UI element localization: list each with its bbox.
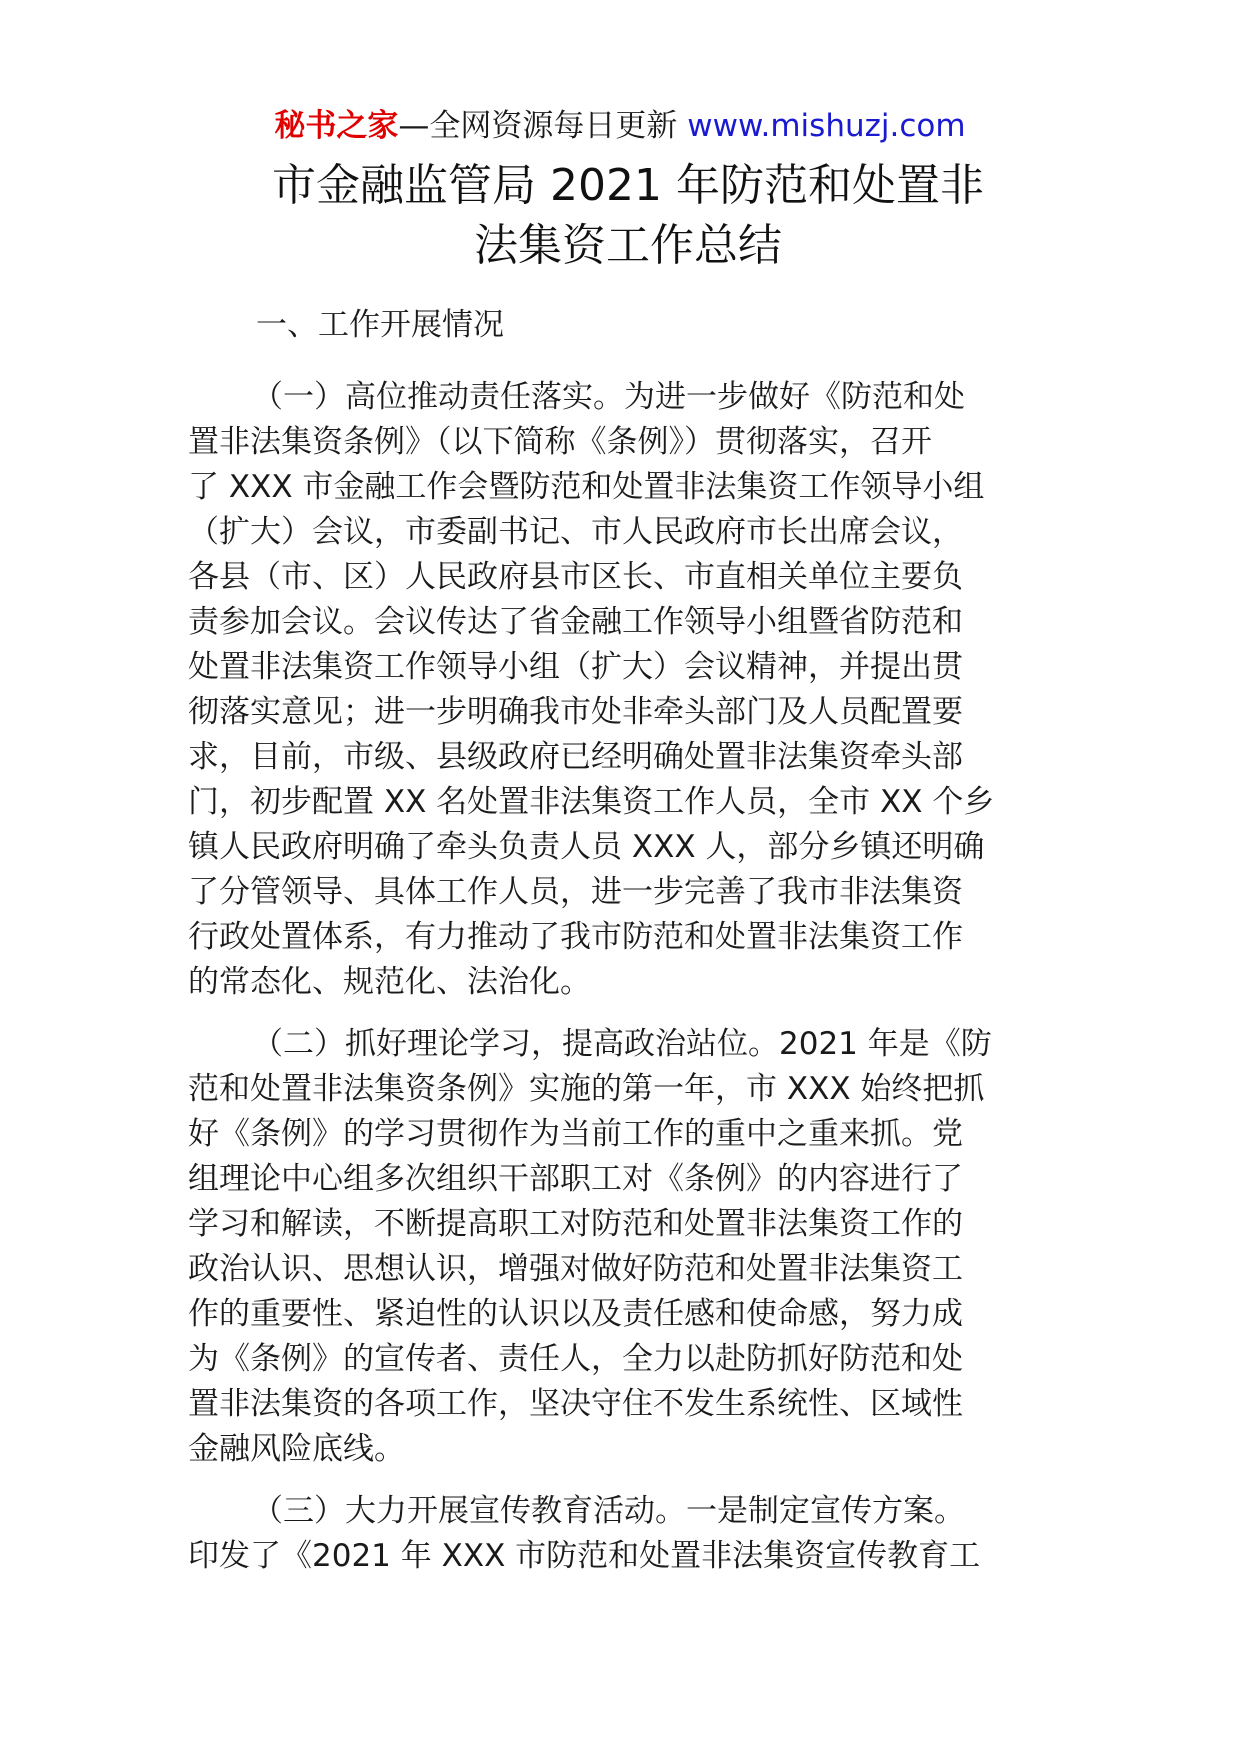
document-title [188, 156, 1068, 276]
paragraph-line: 金融风险底线。 [188, 1431, 405, 1467]
paragraph-line: 的常态化、规范化、法治化。 [188, 964, 591, 1000]
paragraph-line: 范和处置非法集资条例》实施的第一年，市 XXX 始终把抓 [188, 1071, 985, 1107]
paragraph-line: 了分管领导、具体工作人员，进一步完善了我市非法集资 [188, 874, 963, 910]
paragraph-line: （三）大力开展宣传教育活动。一是制定宣传方案。 [252, 1493, 965, 1529]
paragraph-line: 置非法集资的各项工作，坚决守住不发生系统性、区域性 [188, 1386, 963, 1422]
title-line-1: 市金融监管局 2021 年防范和处置非 [272, 160, 984, 211]
paragraph-line: 组理论中心组多次组织干部职工对《条例》的内容进行了 [188, 1161, 963, 1197]
paragraph-line: 为《条例》的宣传者、责任人，全力以赴防抓好防范和处 [188, 1341, 963, 1377]
paragraph-line: 印发了《2021 年 XXX 市防范和处置非法集资宣传教育工 [188, 1538, 981, 1574]
paragraph-line: 镇人民政府明确了牵头负责人员 XXX 人，部分乡镇还明确 [188, 829, 985, 865]
paragraph-line: （一）高位推动责任落实。为进一步做好《防范和处 [252, 379, 965, 415]
paragraph-line: 门，初步配置 XX 名处置非法集资工作人员，全市 XX 个乡 [188, 784, 995, 820]
paragraph-line: 彻落实意见；进一步明确我市处非牵头部门及人员配置要 [188, 694, 963, 730]
paragraph-line: 作的重要性、紧迫性的认识以及责任感和使命感，努力成 [188, 1296, 963, 1332]
paragraph-line: 置非法集资条例》（以下简称《条例》）贯彻落实，召开 [188, 424, 932, 460]
title-line-2: 法集资工作总结 [474, 220, 782, 271]
paragraph-line: （扩大）会议，市委副书记、市人民政府市长出席会议， [188, 514, 963, 550]
paragraph-line: 好《条例》的学习贯彻作为当前工作的重中之重来抓。党 [188, 1116, 963, 1152]
paragraph-line: 学习和解读，不断提高职工对防范和处置非法集资工作的 [188, 1206, 963, 1242]
paragraph-line: （二）抓好理论学习，提高政治站位。2021 年是《防 [252, 1026, 992, 1062]
paragraph-line: 求，目前，市级、县级政府已经明确处置非法集资牵头部 [188, 739, 963, 775]
brand-name: 秘书之家 [274, 108, 399, 144]
paragraph-line: 行政处置体系，有力推动了我市防范和处置非法集资工作 [188, 919, 963, 955]
paragraph-3 [188, 1489, 1048, 1579]
paragraph-1 [188, 375, 1048, 1005]
site-link[interactable]: www.mishuzj.com [687, 108, 966, 144]
paragraph-line: 责参加会议。会议传达了省金融工作领导小组暨省防范和 [188, 604, 963, 640]
paragraph-line: 政治认识、思想认识，增强对做好防范和处置非法集资工 [188, 1251, 963, 1287]
site-banner [0, 104, 1240, 148]
paragraph-line: 各县（市、区）人民政府县市区长、市直相关单位主要负 [188, 559, 963, 595]
paragraph-line: 处置非法集资工作领导小组（扩大）会议精神，并提出贯 [188, 649, 963, 685]
section-heading: 一、工作开展情况 [256, 307, 504, 343]
paragraph-line: 了 XXX 市金融工作会暨防范和处置非法集资工作领导小组 [188, 469, 985, 505]
paragraph-2 [188, 1022, 1048, 1472]
banner-tagline: —全网资源每日更新 [398, 108, 688, 144]
